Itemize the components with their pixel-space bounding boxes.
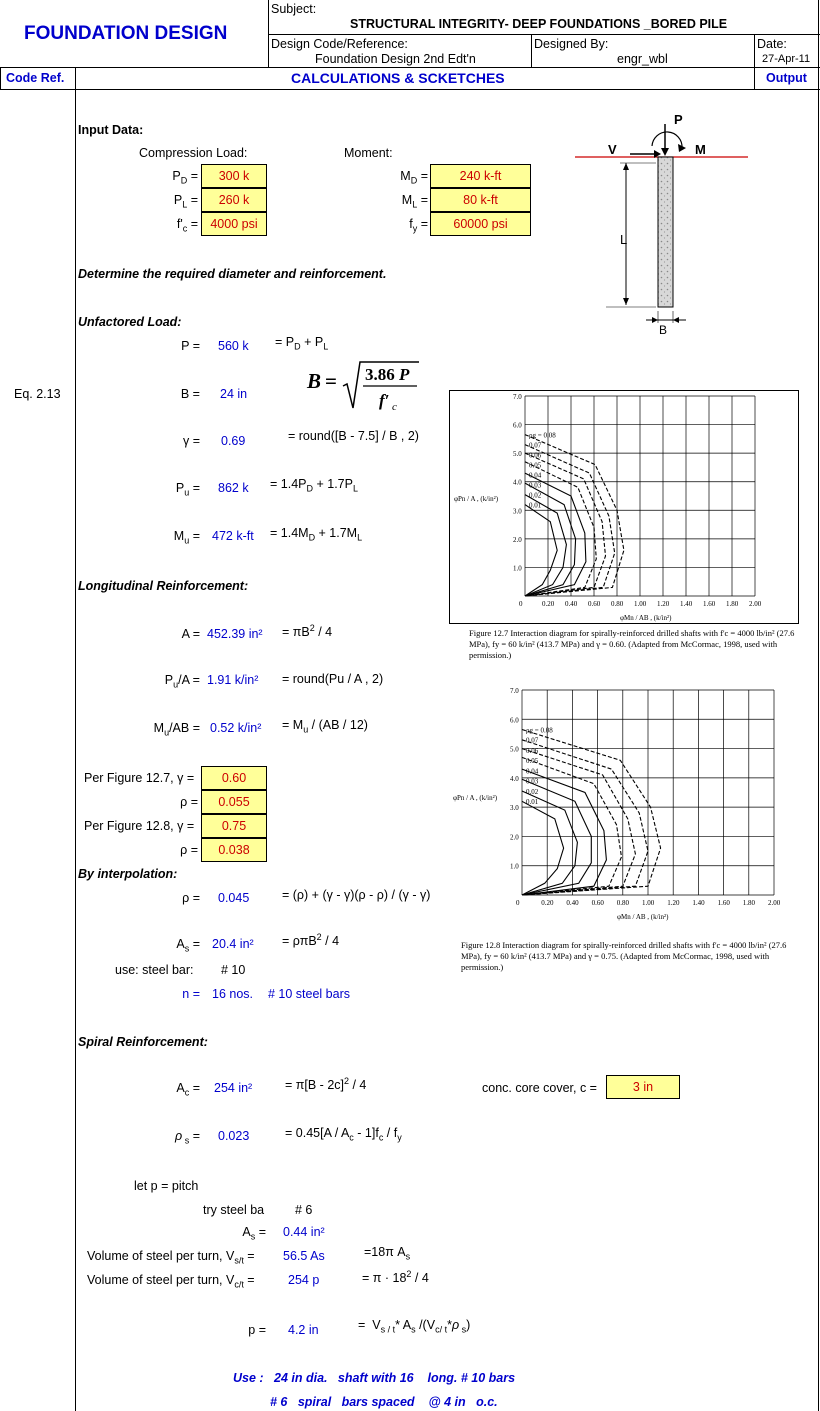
x-tick-label: 0 xyxy=(516,899,520,907)
per-fig2-text: Per Figure 12.8, xyxy=(84,819,174,833)
x-tick-label: 0.40 xyxy=(565,600,578,608)
y-tick-label: 1.0 xyxy=(513,564,522,573)
p-pitch-label: p = xyxy=(248,1323,266,1337)
ml-label: $M_L$ = xyxy=(401,193,428,210)
pua-value: 1.91 k/in² xyxy=(207,673,259,687)
sketch-b-label: B xyxy=(659,323,668,337)
cover-label: conc. core cover, c = xyxy=(482,1081,597,1095)
eq-ref: Eq. 2.13 xyxy=(14,387,61,401)
result-dia: 24 in dia. xyxy=(274,1371,328,1385)
a-value: 452.39 in² xyxy=(207,627,263,641)
vst-label-text: Volume of steel per turn, V xyxy=(87,1249,235,1263)
longitudinal-heading: Longitudinal Reinforcement: xyxy=(78,579,249,593)
vst-label: Volume of steel per turn, $V_{s/t}$ = xyxy=(87,1249,255,1266)
result-bar: # 6 xyxy=(270,1395,288,1409)
mu-label: $M_u$ = xyxy=(173,529,200,546)
fc-input[interactable]: 4000 psi xyxy=(201,212,267,236)
curve-label: 0.01 xyxy=(529,501,542,510)
curve-label: 0.07 xyxy=(526,736,539,745)
a-label: A = xyxy=(181,627,200,641)
determine-text: Determine the required diameter and reinforcement. xyxy=(78,267,387,281)
y-axis-label: φPn / A , (k/in²) xyxy=(453,794,498,802)
bar-value: # 10 xyxy=(221,963,246,977)
result-at: @ 4 in xyxy=(428,1395,466,1409)
x-tick-label: 0.60 xyxy=(591,899,604,907)
figure-12-7-caption: Figure 12.7 Interaction diagram for spirally-reinforced drilled shafts with f'c = 4000 lb/in² (27.6 MPa), fy = 60 k/in² (413.7 MPa) and γ = 0.60. (Adapted from McCormac, 1998, used with permission.) xyxy=(469,628,795,660)
x-axis-label: φMn / AB , (k/in²) xyxy=(620,614,672,622)
vct-label: Volume of steel per turn, $V_{c/t}$ = xyxy=(87,1273,255,1290)
pu-formula: = $1.4P_D + 1.7P_L$ xyxy=(270,477,358,494)
result-oc: o.c. xyxy=(476,1395,498,1409)
curve-label: 0.04 xyxy=(529,471,542,480)
col-code-ref: Code Ref. xyxy=(6,71,65,85)
x-tick-label: 1.80 xyxy=(726,600,739,608)
x-tick-label: 1.80 xyxy=(742,899,756,907)
pu-value: 862 k xyxy=(218,481,249,495)
y-tick-label: 1.0 xyxy=(510,862,519,871)
series-curve-0.03 xyxy=(522,779,591,895)
vst-formula: =18π $A_s$ xyxy=(364,1245,411,1262)
curve-label: ρg = 0.08 xyxy=(526,726,553,735)
interp-heading: By interpolation: xyxy=(78,867,178,881)
input-heading: Input Data: xyxy=(78,123,144,137)
rho-label: ρ = xyxy=(182,891,200,905)
series-curve-0.06 xyxy=(522,746,635,895)
rho2-label: ρ = xyxy=(180,843,198,857)
series-curve-0.01 xyxy=(525,505,557,596)
series-curve-0.07 xyxy=(522,740,648,895)
y-tick-label: 7.0 xyxy=(513,393,522,401)
y-tick-label: 7.0 xyxy=(510,687,519,695)
series-curve-0.02 xyxy=(522,791,577,895)
svg-text:=: = xyxy=(325,369,337,393)
result-spiral: spiral xyxy=(297,1395,332,1409)
series-curve-0.02 xyxy=(525,495,566,596)
md-input[interactable]: 240 k-ft xyxy=(430,164,531,188)
result-long: long. # 10 bars xyxy=(427,1371,516,1385)
interp-formula: = (ρ) + (γ - γ)(ρ - ρ) / (γ - γ) xyxy=(282,888,431,902)
x-tick-label: 1.20 xyxy=(657,600,670,608)
y-tick-label: 2.0 xyxy=(513,535,522,544)
vct-formula-tail: / 4 xyxy=(411,1271,429,1285)
muab-formula: = $M_u / (AB / 12)$ xyxy=(282,718,368,735)
svg-text:f′: f′ xyxy=(379,391,390,410)
curve-label: 0.02 xyxy=(526,787,539,796)
sketch-l-label: L xyxy=(620,232,628,247)
cover-input[interactable]: 3 in xyxy=(606,1075,680,1099)
p-value: 560 k xyxy=(218,339,249,353)
curve-label: 0.06 xyxy=(529,451,542,460)
y-tick-label: 6.0 xyxy=(513,421,522,430)
x-tick-label: 1.00 xyxy=(634,600,647,608)
x-tick-label: 0 xyxy=(519,600,523,608)
a-formula: = $\pi B^2 / 4$ xyxy=(282,622,333,639)
use-bar-label: use: steel bar: xyxy=(115,963,194,977)
x-tick-label: 1.40 xyxy=(680,600,693,608)
series-curve-0.01 xyxy=(522,801,564,895)
fy-label: $f_y$ = xyxy=(409,217,428,234)
x-tick-label: 1.00 xyxy=(642,899,655,907)
mu-value: 472 k-ft xyxy=(212,529,254,543)
gamma-label: γ = xyxy=(182,434,200,448)
vct-value: 254 p xyxy=(288,1273,320,1287)
rho2-input[interactable]: 0.038 xyxy=(201,838,267,862)
x-axis-label: φMn / AB , (k/in²) xyxy=(617,913,669,921)
pile-body xyxy=(658,157,673,307)
ac-formula: = π[B - 2c]$^2$ / 4 xyxy=(285,1075,367,1092)
curve-label: 0.05 xyxy=(529,461,542,470)
as-spiral-label: $A_s$ = xyxy=(242,1225,266,1242)
x-tick-label: 2.00 xyxy=(768,899,781,907)
vct-formula: = $\pi \cdot 18^2 / 4$ xyxy=(362,1268,429,1285)
y-tick-label: 2.0 xyxy=(510,833,519,842)
p-pitch-value: 4.2 in xyxy=(288,1323,319,1337)
date-value: 27-Apr-11 xyxy=(762,53,811,65)
y-tick-label: 5.0 xyxy=(513,450,522,459)
date-label: Date: xyxy=(757,37,787,51)
vst-formula-text: =18π A xyxy=(364,1245,406,1259)
ac-label: $A_c$ = xyxy=(176,1081,200,1098)
code-label: Design Code/Reference: xyxy=(271,37,408,51)
as-label: $A_s$ = xyxy=(176,937,200,954)
spiral-heading: Spiral Reinforcement: xyxy=(78,1035,208,1049)
muab-label: $M_u/AB$ = xyxy=(153,721,200,738)
rho-value: 0.045 xyxy=(218,891,250,905)
moment-label: Moment: xyxy=(344,146,393,160)
per-fig2-label: Per Figure 12.8, γ = xyxy=(84,819,195,833)
x-tick-label: 2.00 xyxy=(749,600,762,608)
svg-text:c: c xyxy=(392,401,397,413)
gamma1-input[interactable]: 0.60 xyxy=(201,766,267,790)
curve-label: 0.04 xyxy=(526,767,539,776)
y-tick-label: 4.0 xyxy=(513,478,522,487)
rho1-label: ρ = xyxy=(180,795,198,809)
per-fig1-label: Per Figure 12.7, γ = xyxy=(84,771,195,785)
p-pitch-formula: = $V_{s / t}*$ $A_s$ $/(V_{c/ t}*\rho$ $_s$) xyxy=(358,1318,471,1335)
y-tick-label: 3.0 xyxy=(513,507,522,516)
col-calcs: CALCULATIONS & SCKETCHES xyxy=(291,70,505,86)
curve-label: 0.05 xyxy=(526,757,539,766)
pu-label: $P_u$ = xyxy=(175,481,200,498)
per-fig1-text: Per Figure 12.7, xyxy=(84,771,174,785)
pd-input[interactable]: 300 k xyxy=(201,164,267,188)
try-value: # 6 xyxy=(295,1203,313,1217)
y-axis-label: φPn / A , (k/in²) xyxy=(454,495,499,503)
y-tick-label: 4.0 xyxy=(510,774,519,783)
result-line2 xyxy=(270,1395,498,1409)
rhos-label: ρ $_s$ = xyxy=(175,1129,200,1146)
compression-label: Compression Load: xyxy=(139,146,248,160)
pl-input[interactable]: 260 k xyxy=(201,188,267,212)
curve-label: 0.07 xyxy=(529,441,542,450)
curve-label: ρg = 0.08 xyxy=(529,431,556,440)
y-tick-label: 6.0 xyxy=(510,716,519,725)
curve-label: 0.03 xyxy=(529,481,542,490)
md-label: $M_D$ = xyxy=(400,169,428,186)
fy-input[interactable]: 60000 psi xyxy=(430,212,531,236)
sketch-m-label: M xyxy=(695,142,706,157)
y-tick-label: 5.0 xyxy=(510,745,519,754)
p-formula: = $P_D + P_L$ xyxy=(275,335,329,352)
designed-value: engr_wbl xyxy=(617,52,668,66)
gamma2-input[interactable]: 0.75 xyxy=(201,814,267,838)
rhos-formula: = $0.45[A / A_c - 1]f_c / f_y$ xyxy=(285,1126,402,1143)
unfactored-heading: Unfactored Load: xyxy=(78,315,182,329)
b-equation xyxy=(305,358,425,416)
fc-label: $f'_c$ = xyxy=(176,217,198,234)
result-shaft: shaft with 16 xyxy=(337,1371,414,1385)
try-label: try steel ba xyxy=(203,1203,265,1217)
as-value: 20.4 in² xyxy=(212,937,254,951)
curve-label: 0.02 xyxy=(529,491,542,500)
rho1-input[interactable]: 0.055 xyxy=(201,790,267,814)
result-use: Use : xyxy=(233,1371,264,1385)
pile-sketch xyxy=(570,108,750,338)
x-tick-label: 0.80 xyxy=(611,600,624,608)
as-spiral-value: 0.44 in² xyxy=(283,1225,325,1239)
x-tick-label: 1.60 xyxy=(703,600,716,608)
mu-formula: = $1.4M_D + 1.7M_L$ xyxy=(270,526,363,543)
result-spaced: bars spaced xyxy=(341,1395,415,1409)
x-tick-label: 1.60 xyxy=(717,899,730,907)
x-tick-label: 1.40 xyxy=(692,899,705,907)
sketch-v-label: V xyxy=(608,142,617,157)
muab-value: 0.52 k/in² xyxy=(210,721,262,735)
figure-12-7 xyxy=(449,390,799,624)
curve-label: 0.03 xyxy=(526,777,539,786)
gamma-value: 0.69 xyxy=(221,434,246,448)
ac-value: 254 in² xyxy=(214,1081,253,1095)
figure-12-8-caption: Figure 12.8 Interaction diagram for spirally-reinforced drilled shafts with f'c = 4000 lb/in² (27.6 MPa), fy = 60 k/in² (413.7 MPa) and γ = 0.75. (Adapted from McCormac, 1998, used with permission.) xyxy=(461,940,787,972)
series-curve-0.03 xyxy=(525,483,576,596)
gamma-formula: = round([B - 7.5] / B , 2) xyxy=(288,429,419,443)
code-value: Foundation Design 2nd Edt'n xyxy=(315,52,476,66)
designed-label: Designed By: xyxy=(534,37,609,51)
subject-label: Subject: xyxy=(271,2,317,16)
pl-label: $P_L$ = xyxy=(173,193,198,210)
ml-input[interactable]: 80 k-ft xyxy=(430,188,531,212)
svg-text:B: B xyxy=(307,369,322,393)
x-tick-label: 0.80 xyxy=(616,899,630,907)
figure-12-8 xyxy=(449,680,797,925)
curve-label: 0.06 xyxy=(526,746,539,755)
b-value: 24 in xyxy=(220,387,248,401)
svg-text:3.86 P: 3.86 P xyxy=(365,365,410,384)
figure-12-8-chart xyxy=(449,680,797,925)
pd-label: $P_D$ = xyxy=(172,169,198,186)
n-desc: # 10 steel bars xyxy=(268,987,350,1001)
curve-label: 0.01 xyxy=(526,798,539,807)
subject-value: STRUCTURAL INTEGRITY- DEEP FOUNDATIONS _BORED PILE xyxy=(350,17,728,31)
figure-12-7-chart xyxy=(450,391,798,623)
rhos-value: 0.023 xyxy=(218,1129,250,1143)
m-arrow xyxy=(652,132,682,148)
n-value: 16 nos. xyxy=(212,987,254,1001)
x-tick-label: 0.60 xyxy=(588,600,601,608)
as-formula: = ρπB$^2$ / 4 xyxy=(282,931,340,948)
vct-label-text: Volume of steel per turn, V xyxy=(87,1273,235,1287)
col-output: Output xyxy=(766,71,807,85)
b-label: B = xyxy=(180,387,200,401)
sketch-p-label: P xyxy=(674,112,683,127)
let-p: let p = pitch xyxy=(134,1179,199,1193)
p-label: P = xyxy=(181,339,200,353)
pua-label: $P_u/A$ = xyxy=(164,673,200,690)
pua-formula: = round(Pu / A , 2) xyxy=(282,672,384,686)
result-line1 xyxy=(233,1371,515,1385)
page-title: FOUNDATION DESIGN xyxy=(24,23,228,44)
x-tick-label: 0.20 xyxy=(542,600,555,608)
y-tick-label: 3.0 xyxy=(510,804,519,813)
x-tick-label: 0.40 xyxy=(566,899,579,907)
x-tick-label: 1.20 xyxy=(667,899,680,907)
n-label: n = xyxy=(182,987,200,1001)
vct-formula-text: = π · 18 xyxy=(362,1271,407,1285)
x-tick-label: 0.20 xyxy=(541,899,554,907)
vst-value: 56.5 As xyxy=(283,1249,325,1263)
